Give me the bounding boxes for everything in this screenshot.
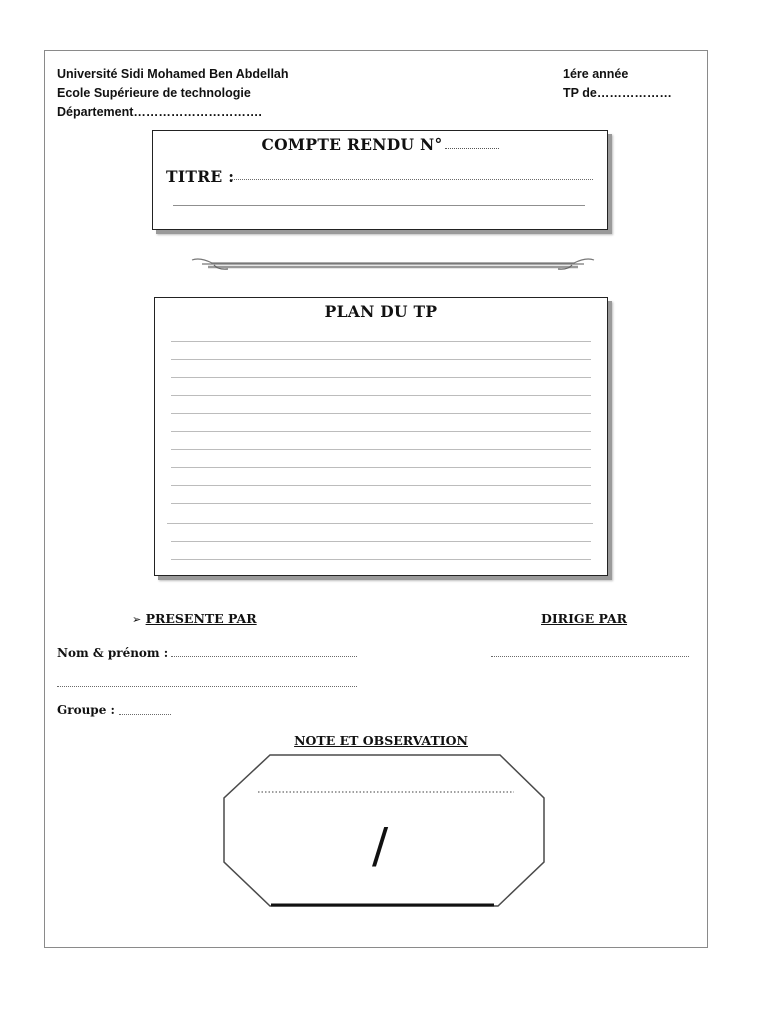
plan-line[interactable] [167, 523, 593, 524]
plan-line[interactable] [171, 377, 591, 378]
plan-line[interactable] [171, 467, 591, 468]
plan-line[interactable] [171, 413, 591, 414]
titre-field[interactable] [231, 179, 593, 180]
titre-label: TITRE : [166, 167, 235, 186]
directed-by-label: DIRIGE PAR [541, 611, 628, 626]
department-label: Département [57, 105, 134, 119]
group-field[interactable] [119, 714, 171, 715]
tp-dots: ……………… [596, 86, 672, 100]
year-label: 1ére année [563, 67, 629, 81]
arrow-bullet-icon: ➢ [132, 613, 142, 626]
plan-line[interactable] [171, 541, 591, 542]
group-label: Groupe : [57, 703, 115, 717]
plan-line[interactable] [171, 431, 591, 432]
report-title-row [153, 135, 607, 154]
plan-line[interactable] [171, 395, 591, 396]
plan-line[interactable] [171, 359, 591, 360]
report-number-dots[interactable] [445, 148, 499, 149]
presented-by [132, 611, 257, 626]
name-field[interactable] [171, 656, 357, 657]
plan-line[interactable] [171, 485, 591, 486]
plan-line[interactable] [171, 559, 591, 560]
presented-by-label: PRESENTE PAR [145, 611, 257, 626]
header-left [57, 65, 289, 122]
decorative-divider [188, 254, 598, 274]
name-field-line-2[interactable] [57, 686, 357, 687]
tp-line [563, 84, 672, 103]
department-dots: …………………………. [133, 105, 262, 119]
grade-slash: / [372, 818, 389, 874]
school-name: Ecole Supérieure de technologie [57, 86, 251, 100]
plan-box [154, 297, 608, 576]
tp-label: TP de [563, 86, 597, 100]
header-right [563, 65, 672, 103]
name-label: Nom & prénom : [57, 646, 169, 660]
report-title: COMPTE RENDU N° [261, 135, 443, 154]
plan-line[interactable] [171, 503, 591, 504]
plan-line[interactable] [171, 341, 591, 342]
university-name: Université Sidi Mohamed Ben Abdellah [57, 67, 289, 81]
titre-field-line-2[interactable] [173, 205, 585, 206]
supervisor-field[interactable] [491, 656, 689, 657]
department-line [57, 103, 289, 122]
grade-title: NOTE ET OBSERVATION [294, 733, 468, 748]
report-title-box [152, 130, 608, 230]
plan-title: PLAN DU TP [324, 302, 438, 321]
plan-line[interactable] [171, 449, 591, 450]
